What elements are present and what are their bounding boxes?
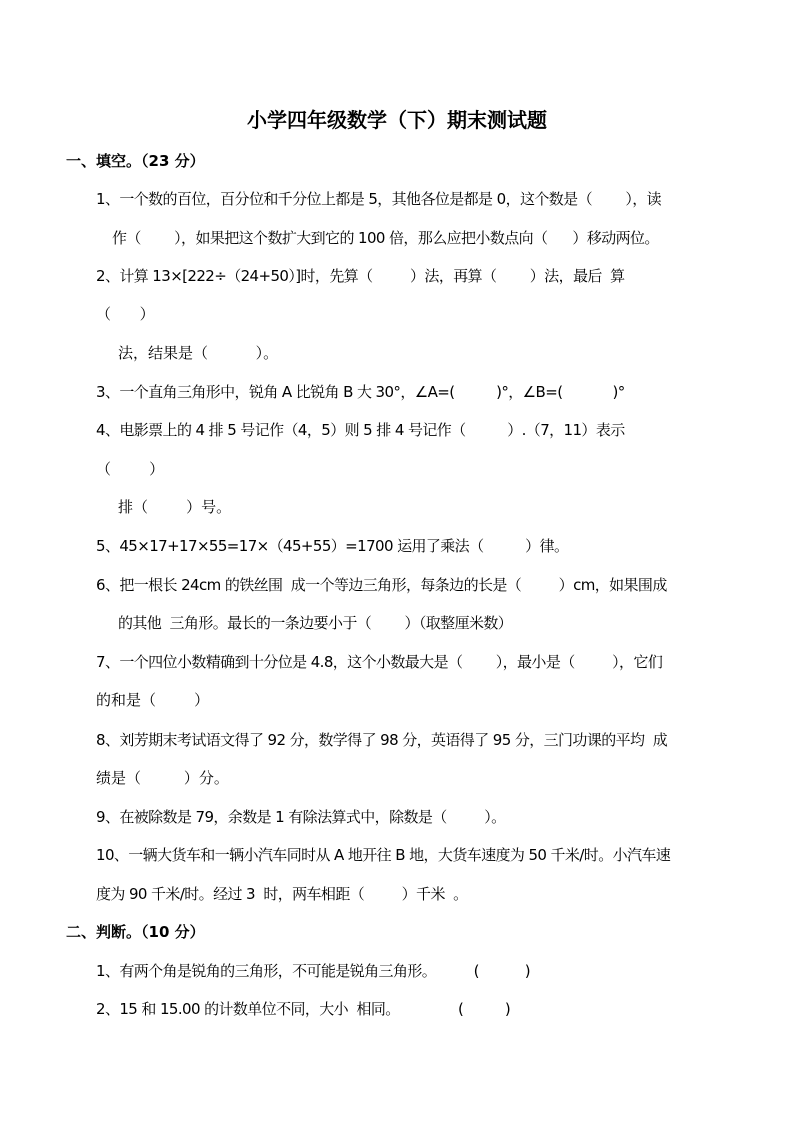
- question-line: （ ）: [96, 460, 165, 478]
- question-line: 作（ ），如果把这个数扩大到它的 100 倍，那么应把小数点向（ ）移动两位。: [112, 229, 659, 247]
- question-line: 度为 90 千米/时。经过 3 时，两车相距（ ）千米 。: [96, 885, 468, 903]
- question-line: 3、一个直角三角形中，锐角 A 比锐角 B 大 30°，∠A=( )°，∠B=( )°: [96, 383, 625, 401]
- question-line: 的和是（ ）: [96, 691, 210, 709]
- question-line: 1、一个数的百位，百分位和千分位上都是 5，其他各位是都是 0，这个数是（ ），读: [96, 190, 662, 208]
- question-line: 绩是（ ）分。: [96, 769, 229, 787]
- question-line: （ ）: [96, 305, 155, 323]
- question-line: 法，结果是（ ）。: [118, 344, 279, 362]
- question-line: 9、在被除数是 79，余数是 1 有除法算式中，除数是（ ）。: [96, 808, 506, 826]
- question-line: 6、把一根长 24cm 的铁丝围 成一个等边三角形，每条边的长是（ ）cm，如果围成: [96, 576, 667, 594]
- section-heading-fill-in: 一、填空。（23 分）: [66, 152, 205, 170]
- question-line: 2、15 和 15.00 的计数单位不同，大小 相同。 ( ): [96, 1000, 511, 1018]
- question-line: 排（ ）号。: [118, 498, 232, 516]
- question-line: 8、刘芳期末考试语文得了 92 分，数学得了 98 分，英语得了 95 分，三门功课的平均 成: [96, 731, 668, 749]
- question-line: 的其他 三角形。最长的一条边要小于（ ）（取整厘米数）: [118, 614, 513, 632]
- question-line: 5、45×17+17×55=17×（45+55）=1700 运用了乘法（ ）律。: [96, 537, 569, 555]
- question-line: 7、一个四位小数精确到十分位是 4.8，这个小数最大是（ ），最小是（ ），它们: [96, 653, 663, 671]
- section-heading-judgement: 二、判断。（10 分）: [66, 923, 205, 941]
- question-line: 4、电影票上的 4 排 5 号记作（4，5）则 5 排 4 号记作（ ）.（7，11）表示: [96, 421, 625, 439]
- page-title: 小学四年级数学（下）期末测试题: [247, 108, 547, 132]
- question-line: 2、计算 13×[222÷（24+50）]时，先算（ ）法，再算（ ）法，最后 算: [96, 267, 625, 285]
- question-line: 1、有两个角是锐角的三角形，不可能是锐角三角形。 ( ): [96, 962, 531, 980]
- question-line: 10、一辆大货车和一辆小汽车同时从 A 地开往 B 地，大货车速度为 50 千米/时。小汽车速: [96, 846, 671, 864]
